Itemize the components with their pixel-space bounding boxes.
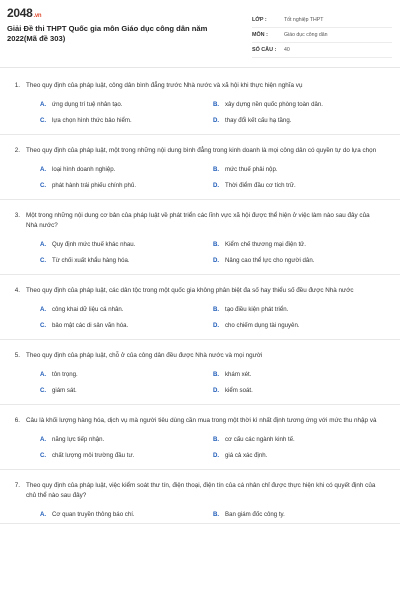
question-text [10, 416, 390, 426]
option-text: kiểm soát. [225, 387, 253, 394]
meta-key: SỐ CÂU : [252, 47, 277, 53]
option-letter: D. [213, 257, 220, 264]
question-text [10, 351, 390, 361]
option-text: ứng dụng trí tuệ nhân tạo. [52, 101, 123, 108]
answer-option[interactable] [40, 253, 213, 269]
option-text: giám sát. [52, 387, 77, 394]
option-letter: A. [40, 241, 47, 248]
option-text: phát hành trái phiếu chính phủ. [52, 182, 137, 189]
question-stem: Một trong những nội dung cơ bản của pháp luật về phát triển các lĩnh vực xã hội được thể hiện ở việc làm nào sau đây của Nhà nước? [26, 212, 370, 229]
answer-options [10, 162, 390, 194]
answer-option[interactable] [40, 237, 213, 253]
answer-option[interactable] [213, 302, 390, 318]
answer-option[interactable] [213, 432, 390, 448]
option-text: chất lượng môi trường đầu tư. [52, 452, 135, 459]
answer-option[interactable] [213, 253, 390, 269]
answer-option[interactable] [40, 318, 213, 334]
answer-option[interactable] [40, 383, 213, 399]
question-text [10, 211, 390, 231]
question-item [0, 206, 400, 275]
option-text: xây dựng nền quốc phòng toàn dân. [225, 101, 323, 108]
document-header [0, 0, 400, 68]
option-letter: C. [40, 182, 47, 189]
option-letter: A. [40, 306, 47, 313]
question-number: 6. [14, 417, 20, 424]
option-letter: B. [213, 436, 220, 443]
option-text: bảo mật các di sản văn hóa. [52, 322, 129, 329]
answer-option[interactable] [40, 448, 213, 464]
meta-value: 40 [284, 47, 290, 53]
meta-row [252, 13, 392, 28]
answer-option[interactable] [213, 97, 390, 113]
option-letter: B. [213, 241, 220, 248]
option-text: Quy định mức thuế khác nhau. [52, 241, 136, 248]
question-stem: Theo quy định của pháp luật, các dân tộc trong một quốc gia không phân biệt đa số hay thiểu số đều được Nhà nước [26, 287, 354, 294]
option-text: lựa chọn hình thức bảo hiểm. [52, 117, 132, 124]
logo-suffix: .vn [33, 13, 42, 19]
option-letter: D. [213, 452, 220, 459]
option-text: cơ cấu các ngành kinh tế. [225, 436, 295, 443]
option-letter: D. [213, 117, 220, 124]
option-letter: B. [213, 101, 220, 108]
meta-value: Giáo dục công dân [284, 32, 328, 38]
answer-options [10, 302, 390, 334]
option-letter: A. [40, 371, 47, 378]
question-stem: Theo quy định của pháp luật, chỗ ở của công dân đều được Nhà nước và mọi người [26, 352, 263, 359]
answer-options [10, 367, 390, 399]
question-list [0, 77, 400, 524]
question-number: 7. [14, 482, 20, 489]
answer-option[interactable] [213, 237, 390, 253]
option-text: tạo điều kiện phát triển. [225, 306, 289, 313]
question-stem: Theo quy định của pháp luật, việc kiểm soát thư tín, điện thoại, điện tín của cá nhân chỉ được thực hiện khi có quyết định của chủ thể nào sau đây? [26, 482, 376, 499]
question-item [0, 411, 400, 470]
option-letter: C. [40, 257, 47, 264]
option-text: Cơ quan truyền thông báo chí. [52, 511, 135, 518]
option-letter: A. [40, 511, 47, 518]
meta-row [252, 43, 392, 58]
answer-options [10, 237, 390, 269]
meta-key: MÔN : [252, 32, 268, 38]
option-text: năng lực tiếp nhận. [52, 436, 105, 443]
option-text: cho chiếm dụng tài nguyên. [225, 322, 300, 329]
option-letter: B. [213, 511, 220, 518]
answer-option[interactable] [213, 178, 390, 194]
option-letter: D. [213, 387, 220, 394]
question-item [0, 281, 400, 340]
option-text: công khai dữ liệu cá nhân. [52, 306, 124, 313]
question-item [0, 476, 400, 524]
answer-option[interactable] [213, 507, 390, 523]
question-number: 1. [14, 82, 20, 89]
answer-option[interactable] [40, 302, 213, 318]
option-letter: C. [40, 452, 47, 459]
question-text [10, 481, 390, 501]
option-letter: C. [40, 117, 47, 124]
answer-option[interactable] [213, 162, 390, 178]
question-item [0, 77, 400, 135]
question-number: 4. [14, 287, 20, 294]
option-letter: D. [213, 182, 220, 189]
option-letter: A. [40, 166, 47, 173]
answer-option[interactable] [213, 383, 390, 399]
meta-value: Tốt nghiệp THPT [284, 17, 324, 23]
answer-option[interactable] [213, 318, 390, 334]
option-text: Nâng cao thể lực cho người dân. [225, 257, 315, 264]
answer-option[interactable] [40, 367, 213, 383]
site-logo[interactable] [7, 6, 41, 20]
answer-option[interactable] [40, 97, 213, 113]
question-number: 2. [14, 147, 20, 154]
option-text: tôn trọng. [52, 371, 78, 378]
option-letter: B. [213, 371, 220, 378]
question-text [10, 81, 390, 91]
option-letter: C. [40, 322, 47, 329]
answer-option[interactable] [213, 113, 390, 129]
question-text [10, 286, 390, 296]
logo-text: 2048 [7, 6, 33, 20]
option-letter: A. [40, 101, 47, 108]
question-text [10, 146, 390, 156]
answer-option[interactable] [40, 113, 213, 129]
option-text: mức thuế phải nộp. [225, 166, 278, 173]
option-text: thay đổi kết cấu hạ tầng. [225, 117, 292, 124]
answer-options [10, 97, 390, 129]
option-text: loại hình doanh nghiệp. [52, 166, 116, 173]
option-letter: B. [213, 306, 220, 313]
option-letter: D. [213, 322, 220, 329]
answer-option[interactable] [213, 448, 390, 464]
option-text: khám xét. [225, 371, 252, 378]
question-number: 5. [14, 352, 20, 359]
exam-meta-panel [252, 13, 392, 58]
option-text: Kiểm chế thương mại điện tử. [225, 241, 306, 248]
question-item [0, 346, 400, 405]
question-stem: Câu là khối lượng hàng hóa, dịch vụ mà người tiêu dùng cần mua trong một thời kì nhất định tương ứng với mức thu nhập và [26, 417, 377, 424]
option-text: Thời điểm đầu cơ tích trữ. [225, 182, 296, 189]
answer-option[interactable] [40, 432, 213, 448]
answer-options [10, 432, 390, 464]
option-text: Từ chối xuất khẩu hàng hóa. [52, 257, 130, 264]
option-text: Ban giám đốc công ty. [225, 511, 285, 518]
answer-options [10, 507, 390, 523]
page-title: Giải Đề thi THPT Quốc gia môn Giáo dục công dân năm 2022(Mã đề 303) [7, 24, 208, 43]
answer-option[interactable] [40, 507, 213, 523]
answer-option[interactable] [213, 367, 390, 383]
answer-option[interactable] [40, 162, 213, 178]
answer-option[interactable] [40, 178, 213, 194]
question-stem: Theo quy định của pháp luật, công dân bình đẳng trước Nhà nước và xã hội khi thực hiện nghĩa vụ [26, 82, 303, 89]
option-text: giá cả xác định. [225, 452, 268, 459]
question-number: 3. [14, 212, 20, 219]
option-letter: C. [40, 387, 47, 394]
meta-row [252, 28, 392, 43]
question-item [0, 141, 400, 200]
question-stem: Theo quy định của pháp luật, một trong những nội dung bình đẳng trong kinh doanh là mọi công dân có quyền tự do lựa chọn [26, 147, 377, 154]
option-letter: A. [40, 436, 47, 443]
option-letter: B. [213, 166, 220, 173]
meta-key: LỚP : [252, 17, 267, 23]
